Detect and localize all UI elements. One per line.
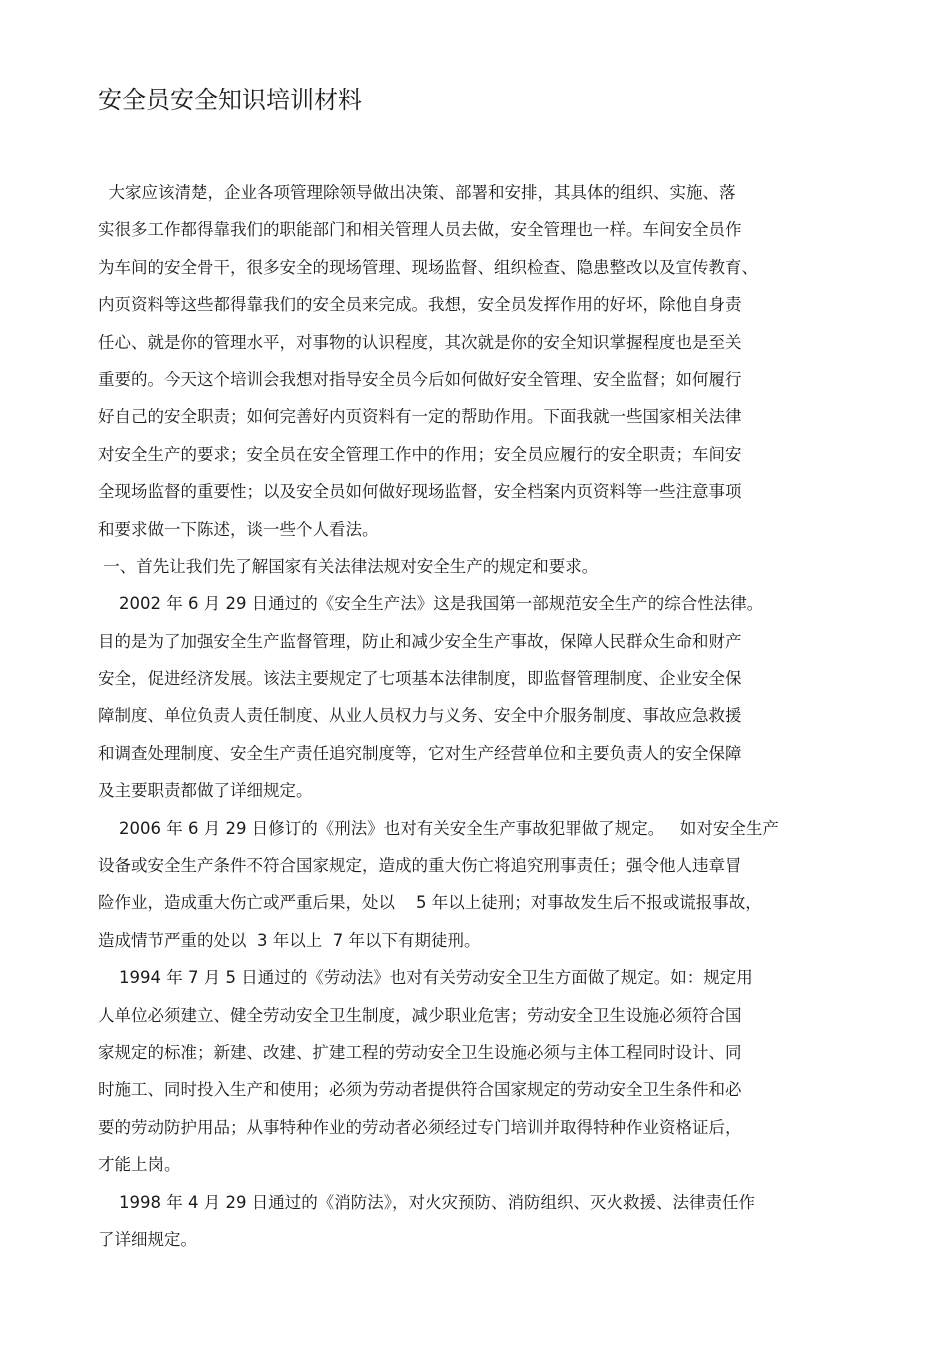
document-title: 安全员安全知识培训材料 <box>98 86 362 114</box>
text-line: 任心、就是你的管理水平，对事物的认识程度，其次就是你的安全知识掌握程度也是至关 <box>98 332 742 352</box>
text-line: 1998 年 4 月 29 日通过的《消防法》，对火灾预防、消防组织、灭火救援、法律责任作 <box>98 1192 755 1212</box>
text-line: 一、首先让我们先了解国家有关法律法规对安全生产的规定和要求。 <box>98 556 599 576</box>
text-line: 重要的。今天这个培训会我想对指导安全员今后如何做好安全管理、安全监督；如何履行 <box>98 369 742 389</box>
text-line: 和调查处理制度、安全生产责任追究制度等，它对生产经营单位和主要负责人的安全保障 <box>98 743 742 763</box>
text-line: 目的是为了加强安全生产监督管理，防止和减少安全生产事故，保障人民群众生命和财产 <box>98 631 742 651</box>
text-line: 好自己的安全职责；如何完善好内页资料有一定的帮助作用。下面我就一些国家相关法律 <box>98 407 742 427</box>
text-line: 家规定的标准；新建、改建、扩建工程的劳动安全卫生设施必须与主体工程同时设计、同 <box>98 1042 742 1062</box>
text-line: 人单位必须建立、健全劳动安全卫生制度，减少职业危害；劳动安全卫生设施必须符合国 <box>98 1005 742 1025</box>
text-line: 了详细规定。 <box>98 1229 197 1249</box>
text-line: 设备或安全生产条件不符合国家规定，造成的重大伤亡将追究刑事责任；强令他人违章冒 <box>98 856 742 876</box>
text-line: 和要求做一下陈述，谈一些个人看法。 <box>98 519 379 539</box>
text-line: 险作业，造成重大伤亡或严重后果，处以 5 年以上徒刑；对事故发生后不报或谎报事故， <box>98 893 762 913</box>
text-line: 2006 年 6 月 29 日修订的《刑法》也对有关安全生产事故犯罪做了规定。 如对安全生产 <box>98 818 779 838</box>
text-line: 要的劳动防护用品；从事特种作业的劳动者必须经过专门培训并取得特种作业资格证后， <box>98 1117 742 1137</box>
text-line: 及主要职责都做了详细规定。 <box>98 781 313 801</box>
text-line: 造成情节严重的处以 3 年以上 7 年以下有期徒刑。 <box>98 930 481 950</box>
text-line: 才能上岗。 <box>98 1155 181 1175</box>
text-line: 1994 年 7 月 5 日通过的《劳动法》也对有关劳动安全卫生方面做了规定。如：规定用 <box>98 968 753 988</box>
text-line: 实很多工作都得靠我们的职能部门和相关管理人员去做，安全管理也一样。车间安全员作 <box>98 220 742 240</box>
text-line: 为车间的安全骨干，很多安全的现场管理、现场监督、组织检查、隐患整改以及宣传教育、 <box>98 257 758 277</box>
document-body <box>98 174 858 1258</box>
text-line: 2002 年 6 月 29 日通过的《安全生产法》这是我国第一部规范安全生产的综合性法律。 <box>98 594 764 614</box>
text-line: 障制度、单位负责人责任制度、从业人员权力与义务、安全中介服务制度、事故应急救援 <box>98 706 742 726</box>
text-line: 内页资料等这些都得靠我们的安全员来完成。我想，安全员发挥作用的好坏，除他自身责 <box>98 295 742 315</box>
text-line: 时施工、同时投入生产和使用；必须为劳动者提供符合国家规定的劳动安全卫生条件和必 <box>98 1080 742 1100</box>
text-line: 对安全生产的要求；安全员在安全管理工作中的作用；安全员应履行的安全职责；车间安 <box>98 444 742 464</box>
text-line: 安全，促进经济发展。该法主要规定了七项基本法律制度，即监督管理制度、企业安全保 <box>98 669 742 689</box>
text-line: 大家应该清楚，企业各项管理除领导做出决策、部署和安排，其具体的组织、实施、落 <box>98 183 736 202</box>
text-line: 全现场监督的重要性；以及安全员如何做好现场监督，安全档案内页资料等一些注意事项 <box>98 482 742 502</box>
